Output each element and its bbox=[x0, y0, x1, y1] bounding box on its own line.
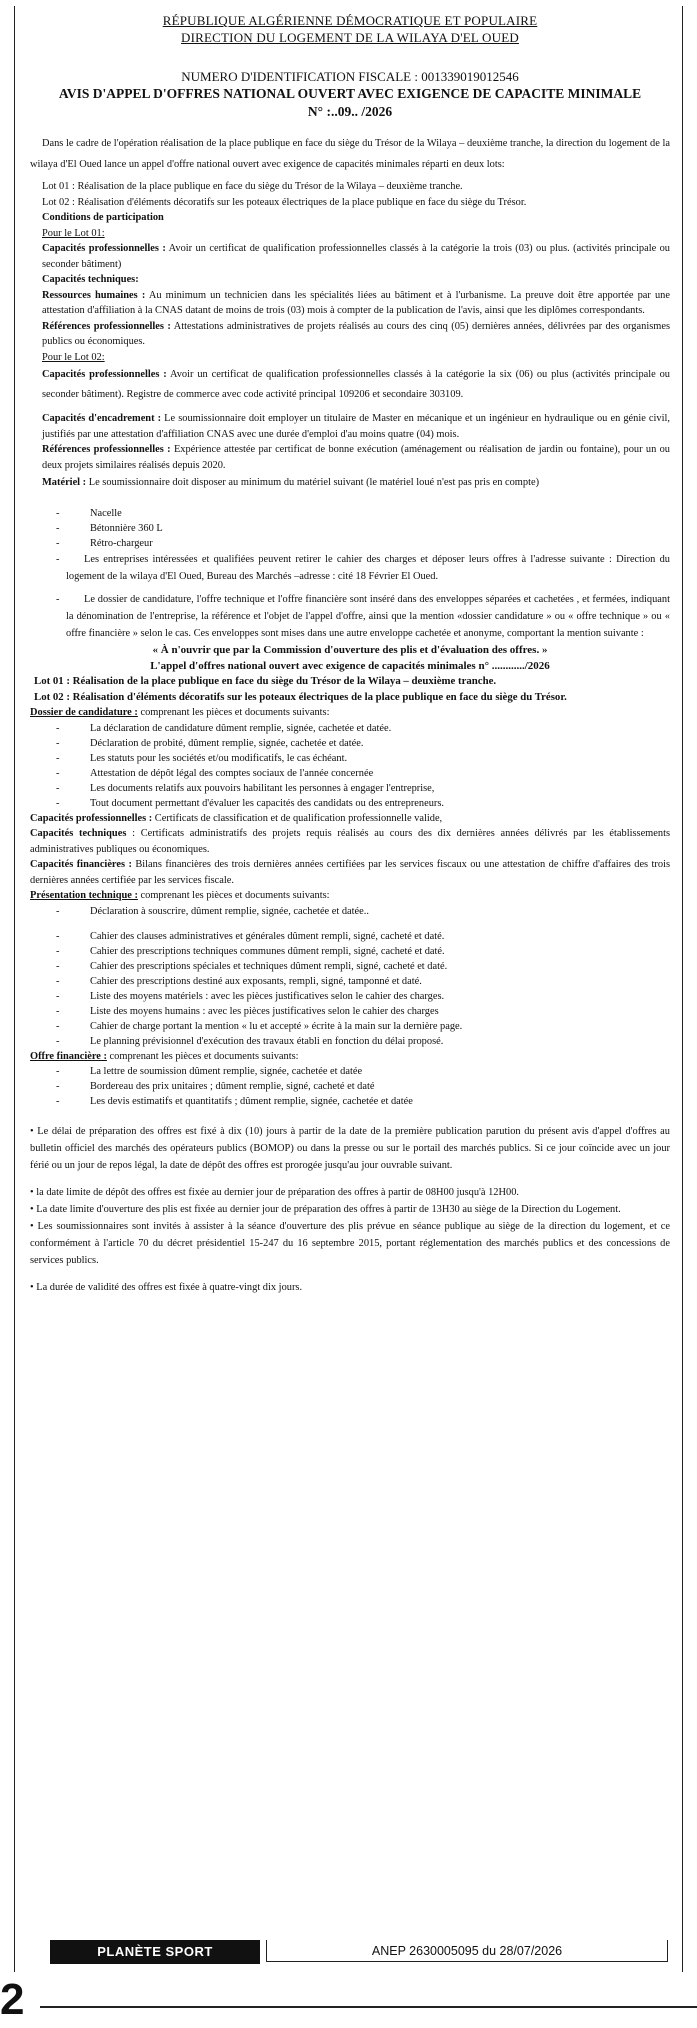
list-item: - Liste des moyens humains : avec les pièces justificatives selon le cahier des charges bbox=[30, 1004, 670, 1019]
lot1-intro: Lot 01 : Réalisation de la place publique en face du siège du Trésor de la Wilaya – deuxième tranche. bbox=[42, 181, 463, 192]
withdrawal-paragraph: - Les entreprises intéressées et qualifiées peuvent retirer le cahier des charges et déposer leurs offres à l'adresse suivante : Direction du logement de la wilaya d'El Oued, Bureau des Marchés –adresse : cité 18 Février El Oued. bbox=[30, 551, 670, 585]
notice-number: N° :..09.. /2026 bbox=[307, 104, 393, 119]
header-direction: DIRECTION DU LOGEMENT DE LA WILAYA D'EL OUED bbox=[181, 30, 519, 45]
list-item: - Cahier des prescriptions techniques communes dûment rempli, signé, cacheté et daté. bbox=[30, 944, 670, 959]
mention-appel: L'appel d'offres national ouvert avec exigence de capacités minimales n° ............/2026 bbox=[150, 660, 550, 672]
list-item: - Les devis estimatifs et quantitatifs ; dûment remplie, signée, cachetée et datée bbox=[30, 1094, 670, 1109]
lot2-bold: Lot 02 : Réalisation d'éléments décoratifs sur les poteaux électriques de la place publique en face du siège du Trésor. bbox=[34, 690, 567, 703]
lot2-materiel: Matériel : Le soumissionnaire doit disposer au minimum du matériel suivant (le matériel loué n'est pas pris en compte) bbox=[42, 477, 540, 488]
note-delai: • Le délai de préparation des offres est fixé à dix (10) jours à partir de la date de la première publication parution du présent avis d'appel d'offres au bulletin officiel des marchés des opérateurs publics (BOMOP) ou dans la presse ou sur le portail des marchés publics. Si ce jour coïncide avec un jour férié ou un jour de repos légal, la date de dépôt des offres est prorogée jusqu'au jour ouvrable suivant. bbox=[30, 1126, 670, 1171]
publication-label: PLANÈTE SPORT bbox=[50, 1940, 260, 1964]
technique-first bbox=[30, 904, 670, 919]
list-item: - Liste des moyens matériels : avec les pièces justificatives selon le cahier des charges. bbox=[30, 989, 670, 1004]
list-item: - Les documents relatifs aux pouvoirs habilitant les personnes à engager l'entreprise, bbox=[30, 781, 670, 796]
financiere-list bbox=[30, 1064, 670, 1109]
conditions-heading: Conditions de participation bbox=[42, 212, 164, 223]
list-item: - Attestation de dépôt légal des comptes sociaux de l'année concernée bbox=[30, 766, 670, 781]
lot2-heading: Pour le Lot 02: bbox=[42, 351, 105, 363]
list-item: - La lettre de soumission dûment remplie, signée, cachetée et datée bbox=[30, 1064, 670, 1079]
lot2-cap-pro: Capacités professionnelles : Avoir un certificat de qualification professionnelles classés à la catégorie la six (06) ou plus (activités principale ou seconder bâtiment). Registre de commerce avec code activité principal 109206 et secondaire 303109. bbox=[42, 369, 670, 400]
note-seance: • Les soumissionnaires sont invités à assister à la séance d'ouverture des plis prévue en séance publique au siège de la direction du logement, et ce conformément à l'article 70 du décret présidentiel 15-247 du 16 septembre 2015, portant réglementation des marchés publics et des concessions de services publics. bbox=[30, 1221, 670, 1266]
notice-content bbox=[30, 12, 670, 1296]
lot1-cap-pro: Capacités professionnelles : Avoir un certificat de qualification professionnelles classés à la catégorie la trois (03) ou plus. (activités principale ou seconder bâtiment) bbox=[42, 243, 670, 270]
note-depot: • la date limite de dépôt des offres est fixée au dernier jour de préparation des offres à partir de 08H00 jusqu'à 12H00. bbox=[30, 1187, 519, 1198]
note-ouverture: • La date limite d'ouverture des plis est fixée au dernier jour de préparation des offres à partir de 13H30 au siège de la Direction du Logement. bbox=[30, 1204, 621, 1215]
lot1-rh: Ressources humaines : Au minimum un technicien dans les spécialités liées au bâtiment et à l'urbanisme. La preuve doit être apportée par une attestation d'affiliation à la CNAS datant de moins de trois (03) mois à compter de la publication de l'avis, ainsi que les diplômes correspondants. bbox=[42, 289, 670, 316]
lot2-encadrement: Capacités d'encadrement : Le soumissionnaire doit employer un titulaire de Master en mécanique et un ingénieur en hydraulique ou en génie civil, justifiés par une attestation d'affiliation CNAS avec une durée d'emploi d'au moins quatre (04) mois. bbox=[42, 413, 670, 440]
list-item: - Bétonnière 360 L bbox=[30, 521, 670, 536]
dossier-cap-pro: Capacités professionnelles : Certificats de classification et de qualification professionnelle valide, bbox=[30, 812, 443, 824]
dossier-heading: Dossier de candidature : comprenant les pièces et documents suivants: bbox=[30, 707, 330, 718]
anep-reference: ANEP 2630005095 du 28/07/2026 bbox=[266, 1940, 668, 1962]
dossier-list bbox=[30, 721, 670, 811]
page-number: 2 bbox=[0, 1975, 25, 2024]
lot1-cap-tech-heading: Capacités techniques: bbox=[42, 274, 139, 285]
mention-commission: « À n'ouvrir que par la Commission d'ouverture des plis et d'évaluation des offres. » bbox=[152, 644, 548, 656]
list-item: - Déclaration à souscrire, dûment remplie, signée, cachetée et datée.. bbox=[30, 904, 670, 919]
financiere-heading: Offre financière : comprenant les pièces et documents suivants: bbox=[30, 1050, 299, 1062]
header-republic: RÉPUBLIQUE ALGÉRIENNE DÉMOCRATIQUE ET POPULAIRE bbox=[162, 13, 538, 28]
list-item: - La déclaration de candidature dûment remplie, signée, cachetée et datée. bbox=[30, 721, 670, 736]
list-item: - Nacelle bbox=[30, 506, 670, 521]
note-validite: • La durée de validité des offres est fixée à quatre-vingt dix jours. bbox=[30, 1282, 303, 1293]
lot1-heading: Pour le Lot 01: bbox=[42, 227, 105, 239]
technique-heading: Présentation technique : comprenant les pièces et documents suivants: bbox=[30, 890, 330, 901]
notice-title: AVIS D'APPEL D'OFFRES NATIONAL OUVERT AVEC EXIGENCE DE CAPACITE MINIMALE bbox=[58, 86, 642, 101]
dossier-cap-fin: Capacités financières : Bilans financières des trois dernières années certifiées par les services fiscaux ou une attestation de chiffre d'affaires des trois dernières années certifiée par les services fiscale. bbox=[30, 859, 671, 886]
list-item: - Cahier de charge portant la mention « lu et accepté » écrite à la main sur la dernière page. bbox=[30, 1019, 670, 1034]
equipment-list bbox=[30, 506, 670, 551]
list-item: - Déclaration de probité, dûment remplie, signée, cachetée et datée. bbox=[30, 736, 670, 751]
list-item: - Le planning prévisionnel d'exécution des travaux établi en fonction du délai proposé. bbox=[30, 1034, 670, 1049]
list-item: - Cahier des clauses administratives et générales dûment rempli, signé, cacheté et daté. bbox=[30, 929, 670, 944]
fiscal-id: NUMERO D'IDENTIFICATION FISCALE : 001339019012546 bbox=[181, 69, 519, 84]
lot2-ref: Références professionnelles : Expérience attestée par certificat de bonne exécution (aménagement ou réalisation de jardin ou fontaine), pour un ou deux projets similaires réalisés depuis 2020. bbox=[42, 444, 670, 471]
list-item: - Les statuts pour les sociétés et/ou modificatifs, le cas échéant. bbox=[30, 751, 670, 766]
envelopes-paragraph: - Le dossier de candidature, l'offre technique et l'offre financière sont inséré dans des enveloppes séparées et cachetées , et fermées, indiquant la dénomination de l'entreprise, la référence et l'objet de l'appel d'offre, ainsi que la mention «dossier candidature » ou « offre technique » ou « offre financière » selon le cas. Ces enveloppes sont mises dans une autre enveloppe cachetée et anonyme, comportant la mention suivante : bbox=[30, 591, 670, 642]
technique-list bbox=[30, 929, 670, 1049]
intro-paragraph: Dans le cadre de l'opération réalisation de la place publique en face du siège du Trésor de la Wilaya – deuxième tranche, la direction du logement de la wilaya d'El Oued lance un appel d'offre national ouvert avec exigence de capacités minimales réparti en deux lots: bbox=[30, 138, 670, 170]
lot1-bold: Lot 01 : Réalisation de la place publique en face du siège du Trésor de la Wilaya – deuxième tranche. bbox=[34, 675, 497, 687]
list-item: - Cahier des prescriptions spéciales et techniques dûment rempli, signé, cacheté et daté. bbox=[30, 959, 670, 974]
list-item: - Rétro-chargeur bbox=[30, 536, 670, 551]
list-item: - Tout document permettant d'évaluer les capacités des candidats ou des entrepreneurs. bbox=[30, 796, 670, 811]
lot2-intro: Lot 02 : Réalisation d'éléments décoratifs sur les poteaux électriques de la place publique en face du siège du Trésor. bbox=[42, 196, 527, 208]
list-item: - Bordereau des prix unitaires ; dûment remplie, signé, cacheté et daté bbox=[30, 1079, 670, 1094]
dossier-cap-tech: Capacités techniques : Certificats administratifs des projets requis réalisés au cours des dix dernières années délivrés par les établissements administratives publiques ou économiques. bbox=[30, 828, 670, 855]
lot1-ref: Références professionnelles : Attestations administratives de projets réalisés au cours des cinq (05) dernières années, délivrées par des organismes publics ou économiques. bbox=[42, 320, 670, 347]
bottom-rule bbox=[40, 2006, 697, 2008]
list-item: - Cahier des prescriptions destiné aux exposants, rempli, signé, tamponné et daté. bbox=[30, 974, 670, 989]
